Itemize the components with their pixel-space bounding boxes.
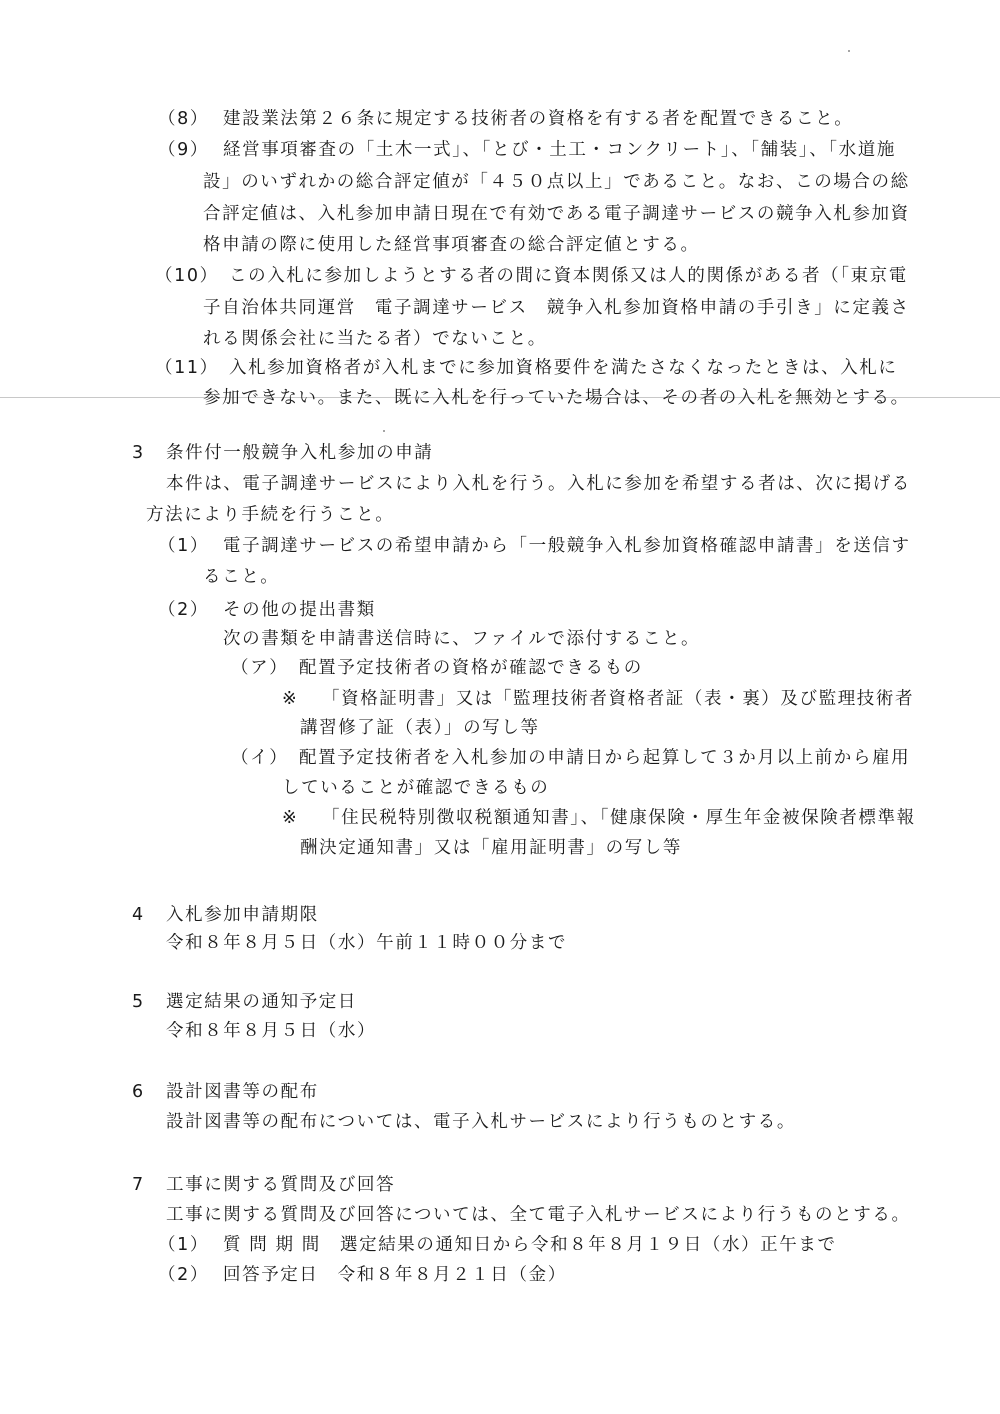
section-7-item-2-text: 回答予定日 令和８年８月２１日（金） <box>223 1265 567 1285</box>
section-4-number: 4 <box>132 905 145 925</box>
item-10-line-2: 子自治体共同運営 電子調達サービス 競争入札参加資格申請の手引き」に定義さ <box>203 298 910 318</box>
section-5-number: 5 <box>132 992 145 1012</box>
section-4-body: 令和８年８月５日（水）午前１１時００分まで <box>166 933 568 953</box>
subitem-b-number: （イ） <box>231 748 289 768</box>
item-11-line-2: 参加できない。また、既に入札を行っていた場合は、その者の入札を無効とする。 <box>203 388 910 408</box>
section-3-item-1-line-1: 電子調達サービスの希望申請から「一般競争入札参加資格確認申請書」を送信す <box>223 536 911 556</box>
section-3-item-2-number: （2） <box>158 600 209 620</box>
subitem-a-number: （ア） <box>231 658 289 678</box>
section-4-title: 入札参加申請期限 <box>166 905 319 925</box>
scan-speck <box>383 430 385 432</box>
section-7-title: 工事に関する質問及び回答 <box>166 1175 396 1195</box>
subitem-a-note-line-1: 「資格証明書」又は「監理技術者資格者証（表・裏）及び監理技術者 <box>322 689 915 709</box>
section-3-item-1-line-2: ること。 <box>203 567 280 587</box>
item-9-line-3: 合評定値は、入札参加申請日現在で有効である電子調達サービスの競争入札参加資 <box>203 204 910 224</box>
section-3-number: 3 <box>132 443 145 463</box>
section-3-title: 条件付一般競争入札参加の申請 <box>166 443 434 463</box>
subitem-a-note-mark: ※ <box>282 689 299 709</box>
section-7-number: 7 <box>132 1175 145 1195</box>
item-11-line-1: 入札参加資格者が入札までに参加資格要件を満たさなくなったときは、入札に <box>229 358 898 378</box>
section-6-number: 6 <box>132 1082 145 1102</box>
subitem-b-line-2: していることが確認できるもの <box>282 778 550 798</box>
item-9-number: （9） <box>158 140 209 160</box>
section-3-item-2-title: その他の提出書類 <box>223 600 376 620</box>
item-9-line-4: 格申請の際に使用した経営事項審査の総合評定値とする。 <box>203 235 700 255</box>
item-10-number: （10） <box>155 266 219 286</box>
subitem-b-note-mark: ※ <box>282 808 299 828</box>
item-11-number: （11） <box>155 358 219 378</box>
subitem-b-note-line-1: 「住民税特別徴収税額通知書」、「健康保険・厚生年金被保険者標準報 <box>322 808 916 828</box>
section-3-item-2-body: 次の書類を申請書送信時に、ファイルで添付すること。 <box>223 629 701 649</box>
item-9-line-2: 設」のいずれかの総合評定値が「４５０点以上」であること。なお、この場合の総 <box>203 172 910 192</box>
item-10-line-3: れる関係会社に当たる者）でないこと。 <box>203 329 547 349</box>
scan-speck <box>848 50 850 52</box>
section-7-item-1-number: （1） <box>158 1235 209 1255</box>
section-3-body-line-1: 本件は、電子調達サービスにより入札を行う。入札に参加を希望する者は、次に掲げる <box>166 474 911 494</box>
item-8-text: 建設業法第２６条に規定する技術者の資格を有する者を配置できること。 <box>223 109 854 129</box>
subitem-a-text: 配置予定技術者の資格が確認できるもの <box>299 658 643 678</box>
section-5-title: 選定結果の通知予定日 <box>166 992 357 1012</box>
subitem-b-line-1: 配置予定技術者を入札参加の申請日から起算して３か月以上前から雇用 <box>299 748 911 768</box>
subitem-b-note-line-2: 酬決定通知書」又は「雇用証明書」の写し等 <box>300 838 682 858</box>
subitem-a-note-line-2: 講習修了証（表）」の写し等 <box>300 718 540 738</box>
section-6-body: 設計図書等の配布については、電子入札サービスにより行うものとする。 <box>166 1112 796 1132</box>
section-7-item-2-number: （2） <box>158 1265 209 1285</box>
item-9-line-1: 経営事項審査の「土木一式」、「とび・土工・コンクリート」、「舗装」、「水道施 <box>223 140 896 160</box>
section-3-item-1-number: （1） <box>158 536 209 556</box>
section-3-body-line-2: 方法により手続を行うこと。 <box>146 505 395 525</box>
section-7-body: 工事に関する質問及び回答については、全て電子入札サービスにより行うものとする。 <box>166 1205 911 1225</box>
section-6-title: 設計図書等の配布 <box>166 1082 319 1102</box>
item-10-line-1: この入札に参加しようとする者の間に資本関係又は人的関係がある者（「東京電 <box>229 266 908 286</box>
section-5-body: 令和８年８月５日（水） <box>166 1021 377 1041</box>
item-8-number: （8） <box>158 109 209 129</box>
section-7-item-1-text: 質 問 期 間 選定結果の通知日から令和８年８月１９日（水）正午まで <box>223 1235 837 1255</box>
